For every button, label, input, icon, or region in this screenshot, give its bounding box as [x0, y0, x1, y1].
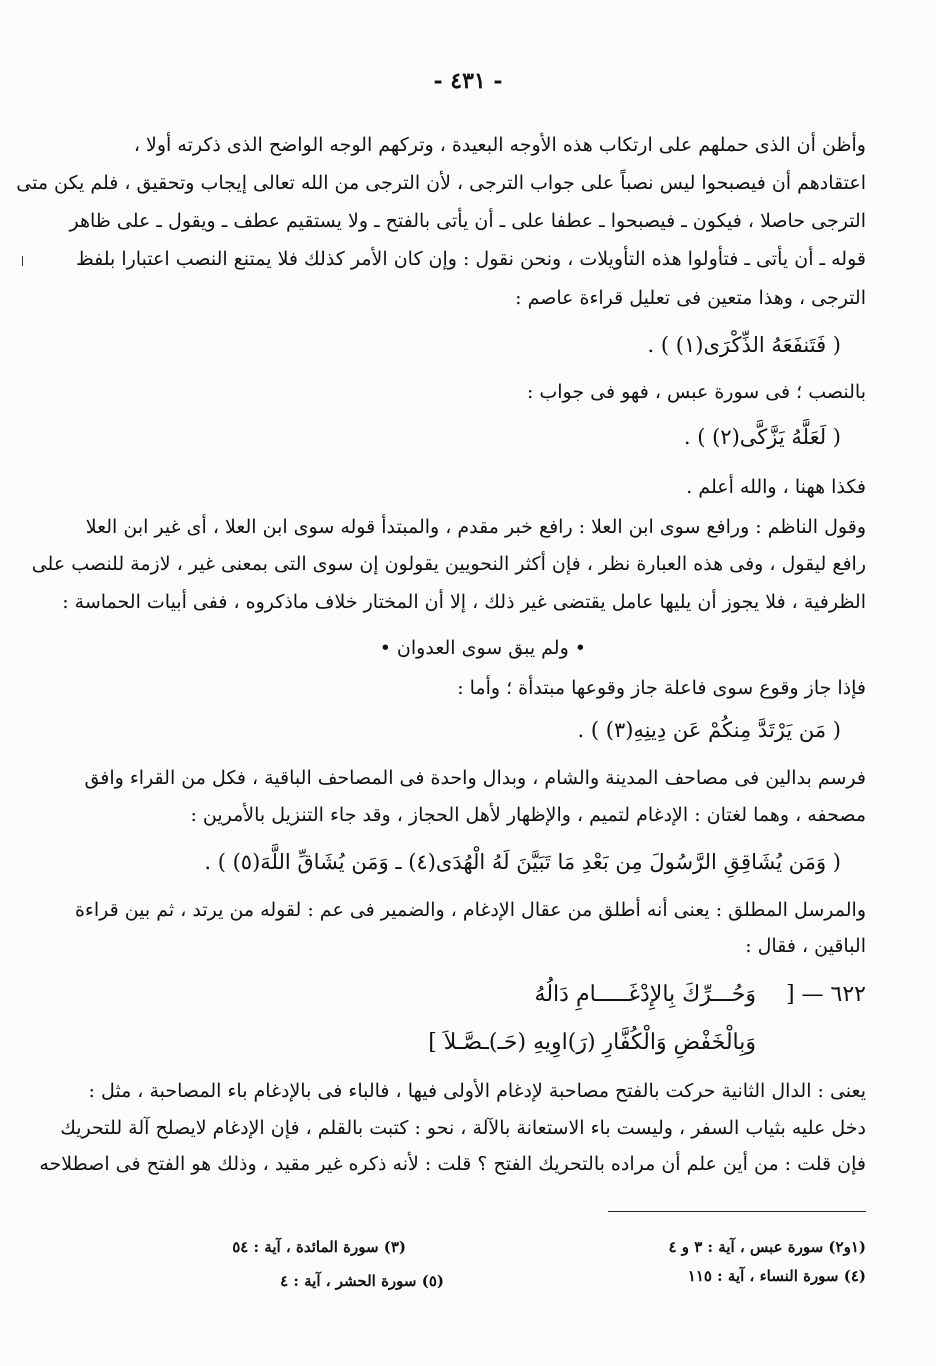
body-line-17: دخل عليه بثياب السفر ، وليست باء الاستعانة بالآلة ، نحو : كتبت بالقلم ، فإن الإدغام لايصلح آلة للتحريك: [60, 1117, 866, 1139]
body-line-13: مصحفه ، وهما لغتان : الإدغام لتميم ، والإظهار لأهل الحجاز ، وقد جاء التنزيل بالأمرين :: [190, 804, 866, 826]
footnote-divider: [608, 1211, 866, 1212]
footnote-3: (٣) سورة المائدة ، آية : ٥٤: [232, 1238, 406, 1256]
verse-second-half: وَبِالْخَفْضِ وَالْكُفَّارِ (رَ)اوِيهِ (حَـ)ـصَّـلاَ ]: [428, 1030, 756, 1055]
body-line-2: اعتقادهم أن فيصبحوا ليس نصباً على جواب الترجى ، لأن الترجى من الله تعالى إيجاب وتحقيق ، فلم يكن متى: [16, 172, 866, 194]
quran-quote-3: ( مَن يَرْتَدَّ مِنكُمْ عَن دِينِهِ(٣) ) .: [577, 718, 841, 742]
margin-mark: [22, 256, 23, 266]
footnote-5: (٥) سورة الحشر ، آية : ٤: [280, 1272, 444, 1290]
quran-quote-4: ( وَمَن يُشَاقِقِ الرَّسُولَ مِن بَعْدِ مَا تَبَيَّنَ لَهُ الْهُدَى(٤) ـ وَمَن يُشَاقِّ اللَّهَ(٥) ) .: [204, 850, 841, 874]
footnote-4: (٤) سورة النساء ، آية : ١١٥: [687, 1267, 866, 1285]
body-line-3: الترجى حاصلا ، فيكون ـ فيصبحوا ـ عطفا على ـ أن يأتى بالفتح ـ ولا يستقيم عطف ـ ويقول ـ على ظاهر: [69, 210, 866, 232]
body-line-16: يعنى : الدال الثانية حركت بالفتح مصاحبة لإدغام الأولى فيها ، فالباء فى بالإدغام باء المصاحبة ، مثل :: [88, 1080, 866, 1102]
body-line-15: الباقين ، فقال :: [745, 935, 866, 957]
body-line-14: والمرسل المطلق : يعنى أنه أطلق من عقال الإدغام ، والضمير فى عم : لقوله من يرتد ، ثم بين قراءة: [74, 899, 866, 921]
body-line-5: الترجى ، وهذا متعين فى تعليل قراءة عاصم :: [515, 287, 866, 309]
quran-quote-1: ( فَتَنفَعَهُ الذِّكْرَى(١) ) .: [647, 333, 841, 357]
verse-number: ٦٢٢ — [: [785, 982, 866, 1007]
body-line-8: وقول الناظم : ورافع سوى ابن العلا : رافع خبر مقدم ، والمبتدأ قوله سوى ابن العلا ، أى غير ابن العلا: [85, 516, 866, 538]
page-number: - ٤٣١ -: [433, 68, 503, 94]
poetry-citation: • ولم يبق سوى العدوان •: [379, 637, 586, 659]
body-line-9: رافع ليقول ، وفى هذه العبارة نظر ، فإن أكثر النحويين يقولون إن سوى التى بمعنى غير ، لازمة للنصب على: [31, 553, 866, 575]
body-line-6: بالنصب ؛ فى سورة عبس ، فهو فى جواب :: [526, 381, 866, 403]
body-line-10: الظرفية ، فلا يجوز أن يليها عامل يقتضى غير ذلك ، إلا أن المختار خلاف ماذكروه ، ففى أبيات الحماسة :: [62, 591, 866, 613]
body-line-4: قوله ـ أن يأتى ـ فتأولوا هذه التأويلات ، ونحن نقول : وإن كان الأمر كذلك فلا يمتنع النصب اعتبارا بلفظ: [76, 248, 866, 270]
body-line-18: فإن قلت : من أين علم أن مراده بالتحريك الفتح ؟ قلت : لأنه ذكره غير مقيد ، وذلك هو الفتح فى اصطلاحه: [39, 1153, 866, 1175]
quran-quote-2: ( لَعَلَّهُ يَزَّكَّى(٢) ) .: [683, 425, 841, 449]
body-line-12: فرسم بدالين فى مصاحف المدينة والشام ، وبدال واحدة فى المصاحف الباقية ، فكل من القراء وافق: [84, 767, 866, 789]
footnote-1-2: (١و٢) سورة عبس ، آية : ٣ و ٤: [668, 1238, 866, 1256]
body-line-11: فإذا جاز وقوع سوى فاعلة جاز وقوعها مبتدأة ؛ وأما :: [457, 677, 866, 699]
body-line-1: وأظن أن الذى حملهم على ارتكاب هذه الأوجه البعيدة ، وتركهم الوجه الواضح الذى ذكرته أولا ،: [133, 134, 866, 156]
verse-first-half: وَحُـــرِّكَ بِالإِدْغَـــــامِ دَالُهُ: [534, 982, 756, 1007]
body-line-7: فكذا ههنا ، والله أعلم .: [686, 476, 866, 498]
